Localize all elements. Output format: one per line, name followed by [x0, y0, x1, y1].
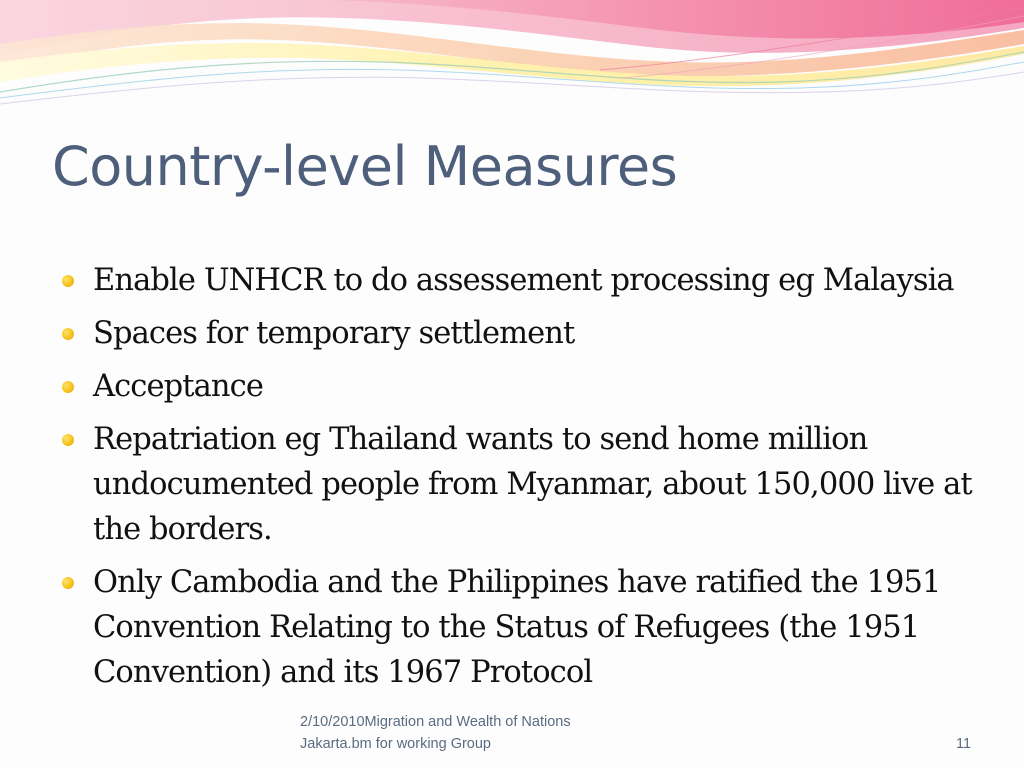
bullet-dot-icon	[62, 275, 74, 287]
wave-header-decoration	[0, 0, 1024, 120]
bullet-dot-icon	[62, 577, 74, 589]
footer-date: 2/10/2010	[300, 714, 365, 730]
bullet-dot-icon	[62, 328, 74, 340]
bullet-dot-icon	[62, 434, 74, 446]
bullet-item	[62, 560, 982, 695]
bullet-item	[62, 311, 982, 356]
bullet-text: Repatriation eg Thailand wants to send home million undocumented people from Myanmar, about 150,000 live at the borders.	[93, 422, 972, 547]
bullet-text: Enable UNHCR to do assessement processing eg Malaysia	[93, 263, 954, 298]
footer-source: Jakarta.bm for working Group	[300, 736, 491, 752]
page-number: 11	[956, 736, 972, 752]
bullet-text: Only Cambodia and the Philippines have ratified the 1951 Convention Relating to the Status of Refugees (the 1951 Convention) and its 1967 Protocol	[93, 565, 941, 690]
bullet-dot-icon	[62, 381, 74, 393]
bullet-text: Spaces for temporary settlement	[93, 316, 575, 351]
bullet-item	[62, 364, 982, 409]
slide-title: Country-level Measures	[52, 135, 678, 198]
footer-event: Migration and Wealth of Nations	[364, 714, 571, 730]
bullet-item	[62, 258, 982, 303]
footer-date-event	[300, 713, 571, 731]
bullet-item	[62, 417, 982, 552]
bullet-list	[62, 258, 982, 703]
bullet-text: Acceptance	[93, 369, 263, 404]
